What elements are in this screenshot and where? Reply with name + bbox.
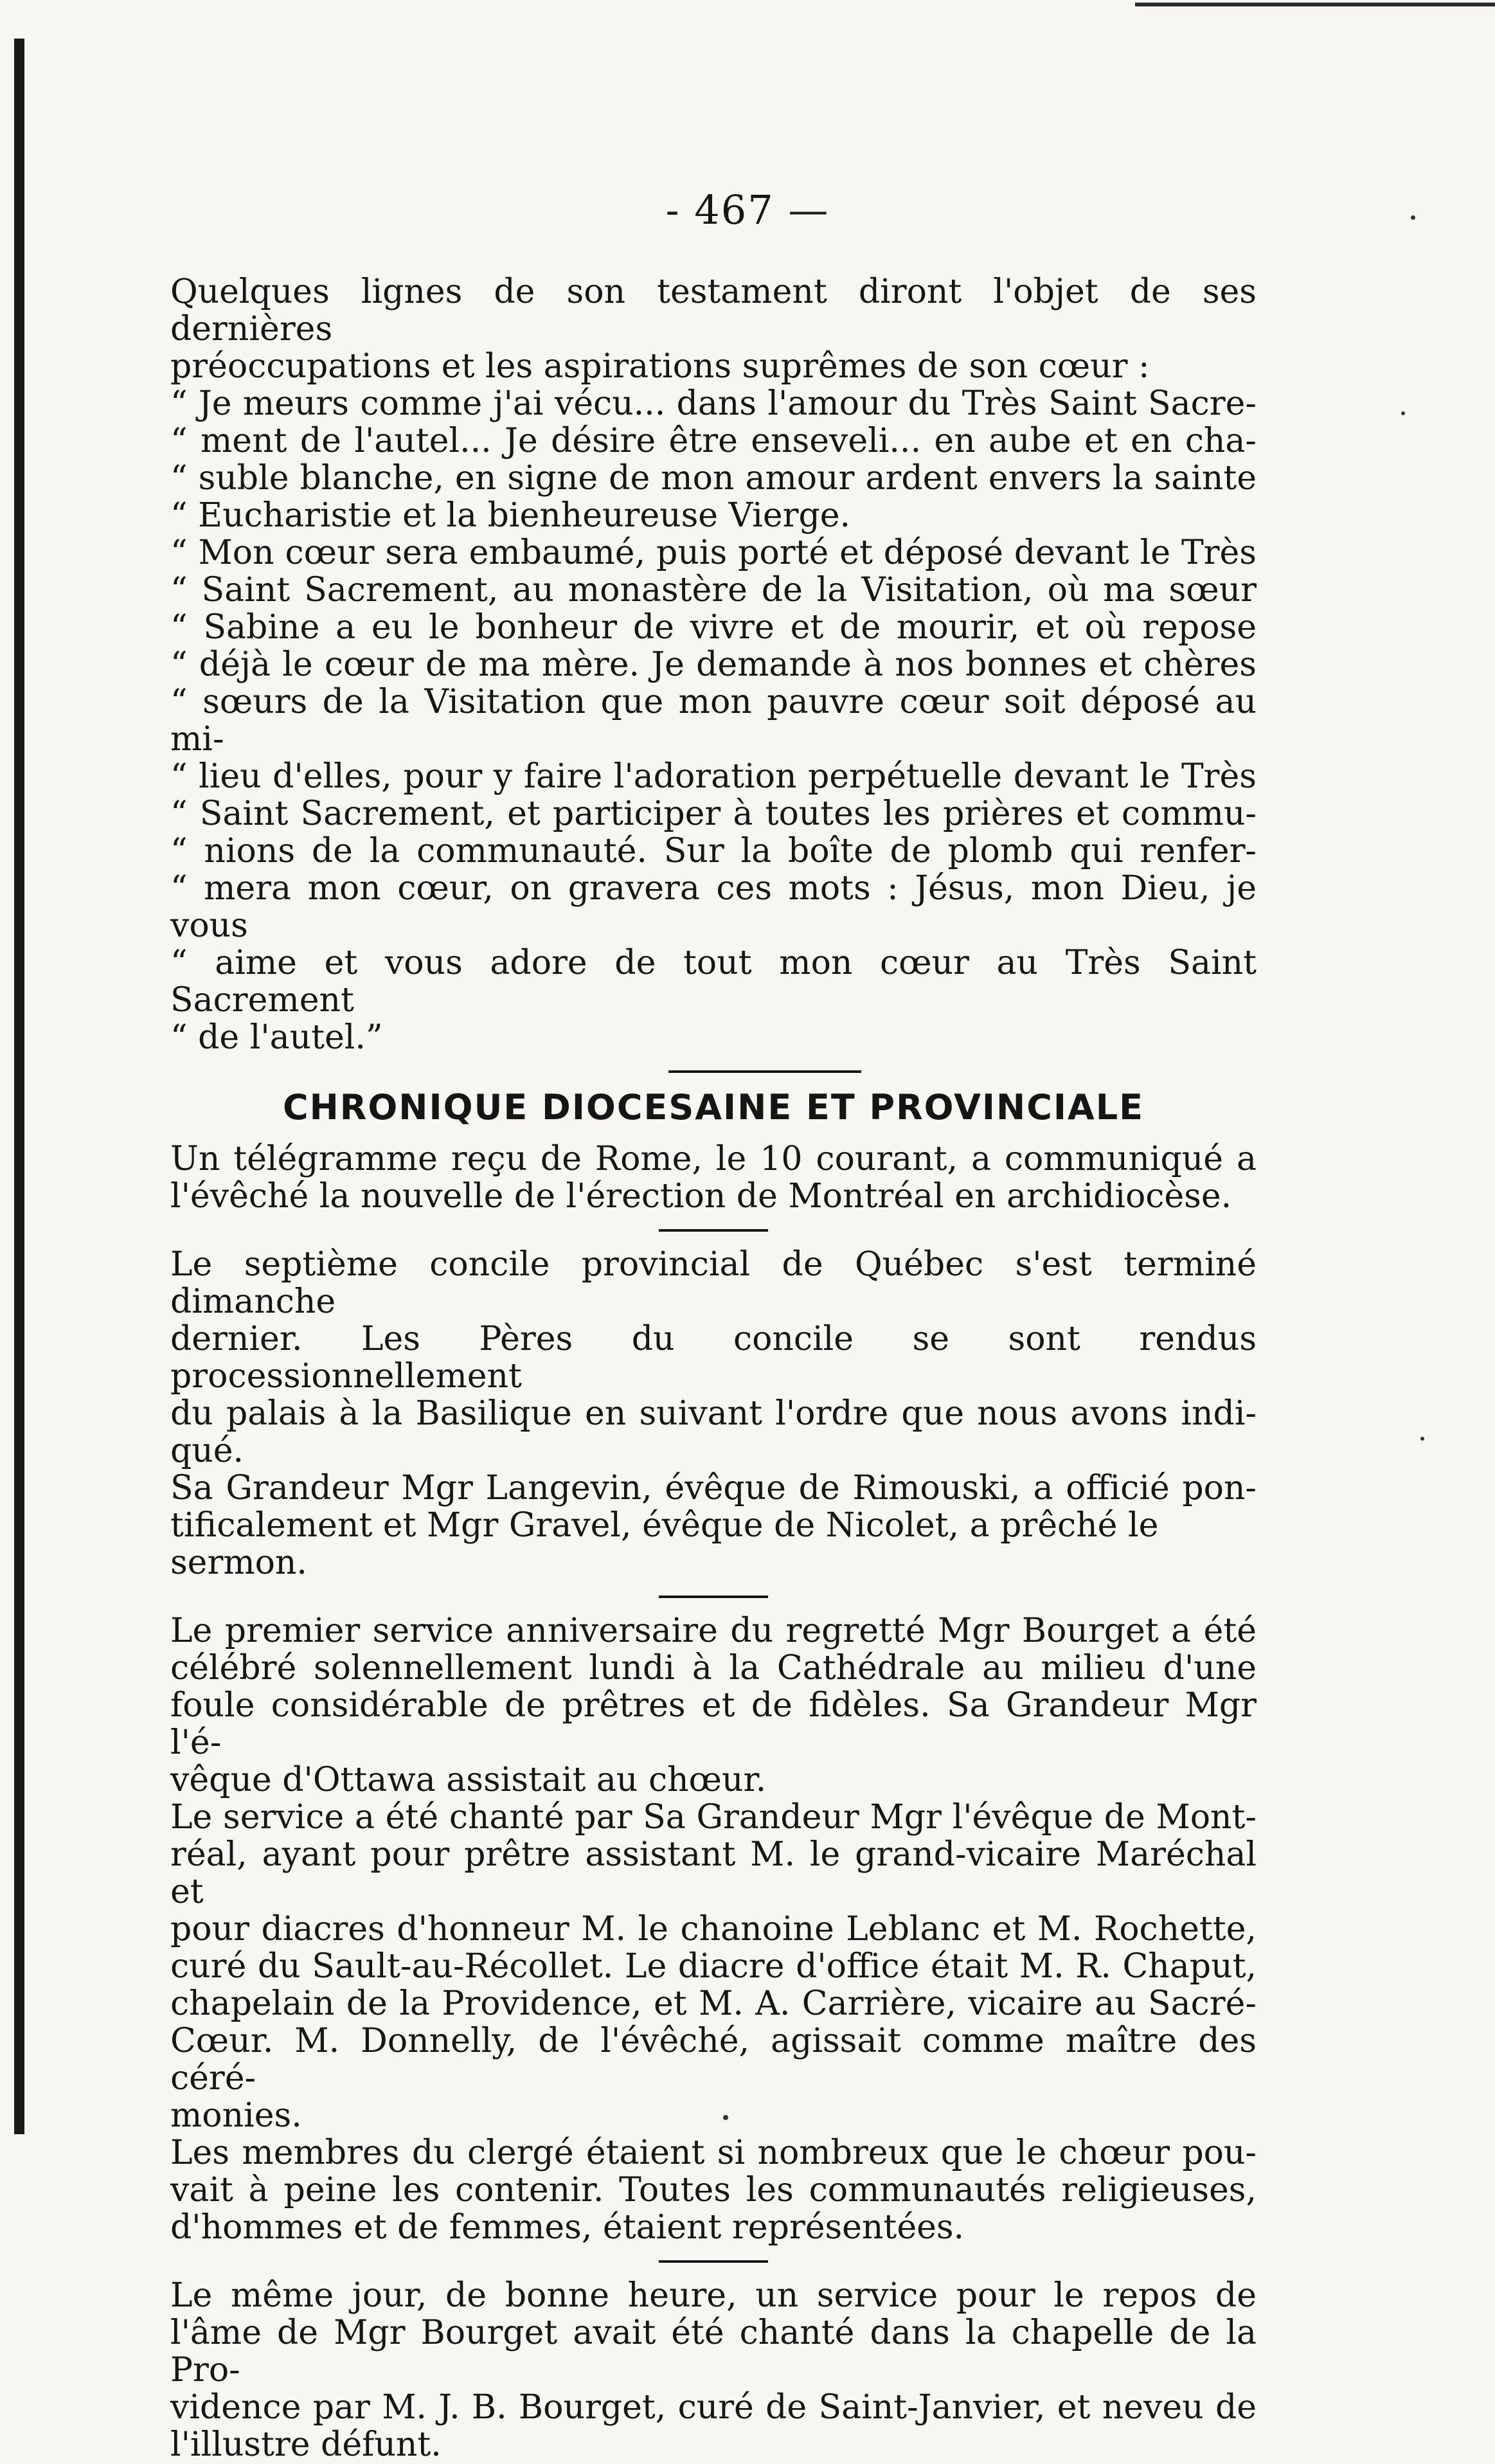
quote-line: “ déjà le cœur de ma mère. Je demande à nos bonnes et chères xyxy=(170,645,1257,684)
text-line: vait à peine les contenir. Toutes les communautés religieuses, xyxy=(170,2171,1257,2209)
scan-speck xyxy=(1401,411,1405,415)
text-line: curé du Sault-au-Récollet. Le diacre d'office était M. R. Chaput, xyxy=(170,1947,1257,1986)
quote-line: “ Sabine a eu le bonheur de vivre et de mourir, et où repose xyxy=(170,608,1257,647)
text-line: chapelain de la Providence, et M. A. Carrière, vicaire au Sacré- xyxy=(170,1984,1257,2023)
quote-line: “ nions de la communauté. Sur la boîte de plomb qui renfer- xyxy=(170,832,1257,870)
text-line: monies. xyxy=(170,2096,302,2135)
scan-speck xyxy=(723,2115,728,2120)
page-body xyxy=(170,273,1257,2463)
scan-speck xyxy=(1420,1437,1424,1441)
quote-line: “ lieu d'elles, pour y faire l'adoration perpétuelle devant le Très xyxy=(170,757,1257,796)
text-line: vêque d'Ottawa assistait au chœur. xyxy=(170,1761,767,1799)
paragraph-providence xyxy=(170,2277,1257,2463)
quote-line: “ aime et vous adore de tout mon cœur au Très Saint Sacrement xyxy=(170,944,1257,1020)
text-line: réal, ayant pour prêtre assistant M. le grand-vicaire Maréchal et xyxy=(170,1835,1257,1911)
quote-line: “ ment de l'autel... Je désire être enseveli... en aube et en cha- xyxy=(170,422,1257,460)
text-line: Sa Grandeur Mgr Langevin, évêque de Rimouski, a officié pon- xyxy=(170,1469,1257,1507)
paragraph-telegram xyxy=(170,1140,1257,1215)
text-line: foule considérable de prêtres et de fidèles. Sa Grandeur Mgr l'é- xyxy=(170,1686,1257,1762)
paragraph-service-anniversaire xyxy=(170,1612,1257,1799)
paragraph-service-chante xyxy=(170,1799,1257,2134)
quote-line: “ sœurs de la Visitation que mon pauvre cœur soit déposé au mi- xyxy=(170,683,1257,759)
testament-quote-2 xyxy=(170,534,1257,1056)
section-heading: CHRONIQUE DIOCESAINE ET PROVINCIALE xyxy=(282,1087,1145,1128)
item-divider xyxy=(659,1229,768,1232)
text-line: Le premier service anniversaire du regretté Mgr Bourget a été xyxy=(170,1612,1257,1650)
quote-line: “ de l'autel.” xyxy=(170,1018,383,1057)
quote-line: “ mera mon cœur, on gravera ces mots : Jésus, mon Dieu, je vous xyxy=(170,869,1257,945)
quote-line: “ Saint Sacrement, au monastère de la Visitation, où ma sœur xyxy=(170,571,1257,609)
quote-line: “ Eucharistie et la bienheureuse Vierge. xyxy=(170,496,851,535)
binding-edge xyxy=(14,39,24,2134)
scan-speck xyxy=(1411,215,1415,220)
text-line: d'hommes et de femmes, étaient représentées. xyxy=(170,2208,965,2247)
text-line: Cœur. M. Donnelly, de l'évêché, agissait comme maître des céré- xyxy=(170,2022,1257,2098)
testament-quote-1 xyxy=(170,385,1257,534)
text-line: préoccupations et les aspirations suprêmes de son cœur : xyxy=(170,347,1150,386)
quote-line: “ suble blanche, en signe de mon amour ardent envers la sainte xyxy=(170,459,1257,498)
paragraph-concile xyxy=(170,1246,1257,1470)
section-divider xyxy=(668,1070,861,1073)
testament-intro xyxy=(170,273,1257,385)
text-line: Le septième concile provincial de Québec s'est terminé dimanche xyxy=(170,1245,1257,1321)
text-line: pour diacres d'honneur M. le chanoine Leblanc et M. Rochette, xyxy=(170,1910,1257,1948)
quote-line: “ Mon cœur sera embaumé, puis porté et déposé devant le Très xyxy=(170,534,1257,572)
text-line: tificalement et Mgr Gravel, évêque de Nicolet, a prêché le sermon. xyxy=(170,1506,1159,1582)
item-divider xyxy=(659,1596,768,1598)
text-line: célébré solennellement lundi à la Cathédrale au milieu d'une xyxy=(170,1649,1257,1687)
quote-line: “ Je meurs comme j'ai vécu... dans l'amour du Très Saint Sacre- xyxy=(170,384,1257,423)
text-line: Un télégramme reçu de Rome, le 10 courant, a communiqué a xyxy=(170,1140,1257,1178)
text-line: l'illustre défunt. xyxy=(170,2425,442,2464)
text-line: dernier. Les Pères du concile se sont rendus processionnellement xyxy=(170,1320,1257,1396)
text-line: l'âme de Mgr Bourget avait été chanté dans la chapelle de la Pro- xyxy=(170,2314,1257,2389)
text-line: Le service a été chanté par Sa Grandeur Mgr l'évêque de Mont- xyxy=(170,1798,1257,1837)
text-line: vidence par M. J. B. Bourget, curé de Saint-Janvier, et neveu de xyxy=(170,2388,1257,2427)
text-line: Quelques lignes de son testament diront l'objet de ses dernières xyxy=(170,273,1257,348)
paragraph-clerge xyxy=(170,2134,1257,2246)
text-line: qué. xyxy=(170,1432,244,1470)
item-divider xyxy=(659,2260,768,2263)
text-line: l'évêché la nouvelle de l'érection de Montréal en archidiocèse. xyxy=(170,1177,1232,1216)
quote-line: “ Saint Sacrement, et participer à toutes les prières et commu- xyxy=(170,795,1257,833)
page-number: - 467 — xyxy=(665,186,830,233)
text-line: Le même jour, de bonne heure, un service pour le repos de xyxy=(170,2276,1257,2315)
top-rule xyxy=(1135,3,1495,6)
text-line: du palais à la Basilique en suivant l'ordre que nous avons indi- xyxy=(170,1394,1257,1433)
text-line: Les membres du clergé étaient si nombreux que le chœur pou- xyxy=(170,2134,1257,2172)
paragraph-langevin xyxy=(170,1470,1257,1581)
